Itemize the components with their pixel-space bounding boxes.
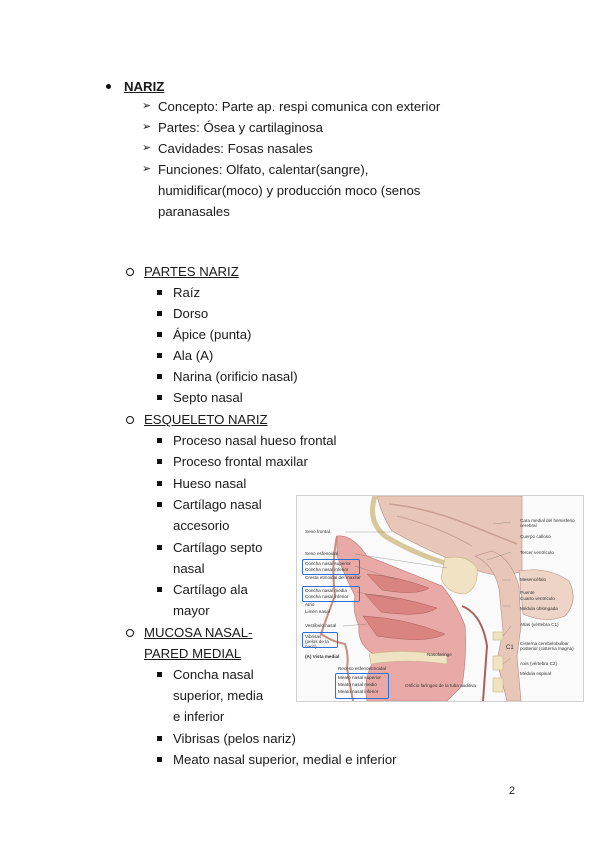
esqueleto-item: Proceso frontal maxilar: [173, 454, 308, 469]
square-bullet-icon: [157, 587, 162, 592]
mucosa-item: Vibrisas (pelos nariz): [173, 731, 296, 746]
partes-item: Ala (A): [173, 348, 214, 363]
square-bullet-icon: [157, 438, 162, 443]
circle-bullet-icon: [126, 416, 134, 424]
highlight-box: [302, 586, 360, 602]
arrow-bullet-icon: ➢: [142, 163, 152, 175]
mucosa-item-continued: superior, media: [173, 688, 264, 703]
page-number: 2: [508, 785, 515, 797]
nariz-item-continued: paranasales: [158, 204, 230, 219]
figure-label: Vibrisas (pelos de la nariz): [305, 634, 329, 649]
esqueleto-item-continued: mayor: [173, 603, 210, 618]
figure-label: Concha nasal superior: [305, 561, 351, 566]
nariz-item: Partes: Ósea y cartilaginosa: [158, 120, 323, 135]
figure-label: Concha nasal inferior: [305, 567, 349, 572]
figure-label: Médula oblongada: [520, 606, 558, 611]
section-title-mucosa-continued: PARED MEDIAL: [144, 646, 242, 661]
bullet-dot: [106, 84, 111, 89]
esqueleto-item-continued: nasal: [173, 561, 205, 576]
nasal-cavity-figure: [296, 495, 584, 702]
figure-label: Cuarto ventrículo: [520, 596, 555, 601]
figure-label: Vestíbulo nasal: [305, 623, 337, 628]
highlight-box: [302, 632, 338, 648]
figure-label: Seno esfenoidal: [305, 551, 338, 556]
nariz-item: Funciones: Olfato, calentar(sangre),: [158, 162, 369, 177]
square-bullet-icon: [157, 395, 162, 400]
partes-item: Ápice (punta): [173, 327, 252, 342]
esqueleto-item: Hueso nasal: [173, 476, 247, 491]
figure-label: Meato nasal medio: [338, 682, 377, 687]
figure-label: Seno frontal: [305, 529, 330, 534]
figure-label: Meato nasal inferior: [338, 689, 379, 694]
square-bullet-icon: [157, 332, 162, 337]
square-bullet-icon: [157, 757, 162, 762]
figure-label: Atrio: [305, 602, 315, 607]
circle-bullet-icon: [126, 629, 134, 637]
nariz-item: Cavidades: Fosas nasales: [158, 141, 313, 156]
square-bullet-icon: [157, 374, 162, 379]
arrow-bullet-icon: ➢: [142, 121, 152, 133]
esqueleto-item: Cartílago ala: [173, 582, 248, 597]
figure-label: Tercer ventrículo: [520, 550, 554, 555]
figure-label: Atlas (vértebra C1): [520, 622, 559, 627]
partes-item: Narina (orificio nasal): [173, 369, 298, 384]
figure-label: Cara medial del hemisferio cerebral: [520, 518, 575, 528]
section-title-partes: PARTES NARIZ: [144, 264, 239, 279]
partes-item: Raíz: [173, 285, 201, 300]
section-title-nariz: NARIZ: [124, 79, 165, 94]
square-bullet-icon: [157, 459, 162, 464]
figure-label: Médula espinal: [520, 671, 551, 676]
figure-label: Limen nasal: [305, 609, 330, 614]
square-bullet-icon: [157, 545, 162, 550]
figure-label: Nasofaringe: [427, 652, 452, 657]
nariz-item-continued: humidificar(moco) y producción moco (senos: [158, 183, 421, 198]
figure-label: Puente: [520, 590, 535, 595]
figure-label: Meato nasal superior: [338, 675, 381, 680]
figure-label: Receso esfenoetmoidal: [338, 666, 387, 671]
mucosa-item: Meato nasal superior, medial e inferior: [173, 752, 397, 767]
square-bullet-icon: [157, 353, 162, 358]
arrow-bullet-icon: ➢: [142, 142, 152, 154]
esqueleto-item-continued: accesorio: [173, 518, 230, 533]
circle-bullet-icon: [126, 268, 134, 276]
square-bullet-icon: [157, 311, 162, 316]
square-bullet-icon: [157, 502, 162, 507]
square-bullet-icon: [157, 736, 162, 741]
partes-item: Dorso: [173, 306, 209, 321]
partes-item: Septo nasal: [173, 390, 243, 405]
figure-label: Concha nasal inferior: [305, 594, 349, 599]
square-bullet-icon: [157, 672, 162, 677]
esqueleto-item: Proceso nasal hueso frontal: [173, 433, 337, 448]
figure-label: Axis (vértebra C2): [520, 661, 558, 666]
section-title-esqueleto: ESQUELETO NARIZ: [144, 412, 268, 427]
figure-label: Cisterna cerebelobulbar posterior (cisterna magna): [520, 641, 574, 651]
figure-label: Mesencéfalo: [520, 577, 547, 582]
nariz-item: Concepto: Parte ap. respi comunica con exterior: [158, 99, 441, 114]
square-bullet-icon: [157, 290, 162, 295]
esqueleto-item: Cartílago nasal: [173, 497, 262, 512]
figure-label: Orificio faríngeo de la tuba auditiva: [405, 683, 476, 688]
figure-caption: (A) Vista medial: [305, 654, 340, 659]
figure-label: Concha nasal media: [305, 588, 347, 593]
mucosa-item: Concha nasal: [173, 667, 254, 682]
section-title-mucosa: MUCOSA NASAL-: [144, 625, 253, 640]
mucosa-item-continued: e inferior: [173, 709, 225, 724]
figure-tag-c1: C1: [506, 645, 514, 651]
arrow-bullet-icon: ➢: [142, 100, 152, 112]
highlight-box: [302, 559, 360, 575]
esqueleto-item: Cartílago septo: [173, 540, 263, 555]
square-bullet-icon: [157, 481, 162, 486]
figure-label: Cresta etmoidal del maxilar: [305, 575, 361, 580]
figure-label: Cuerpo calloso: [520, 534, 551, 539]
